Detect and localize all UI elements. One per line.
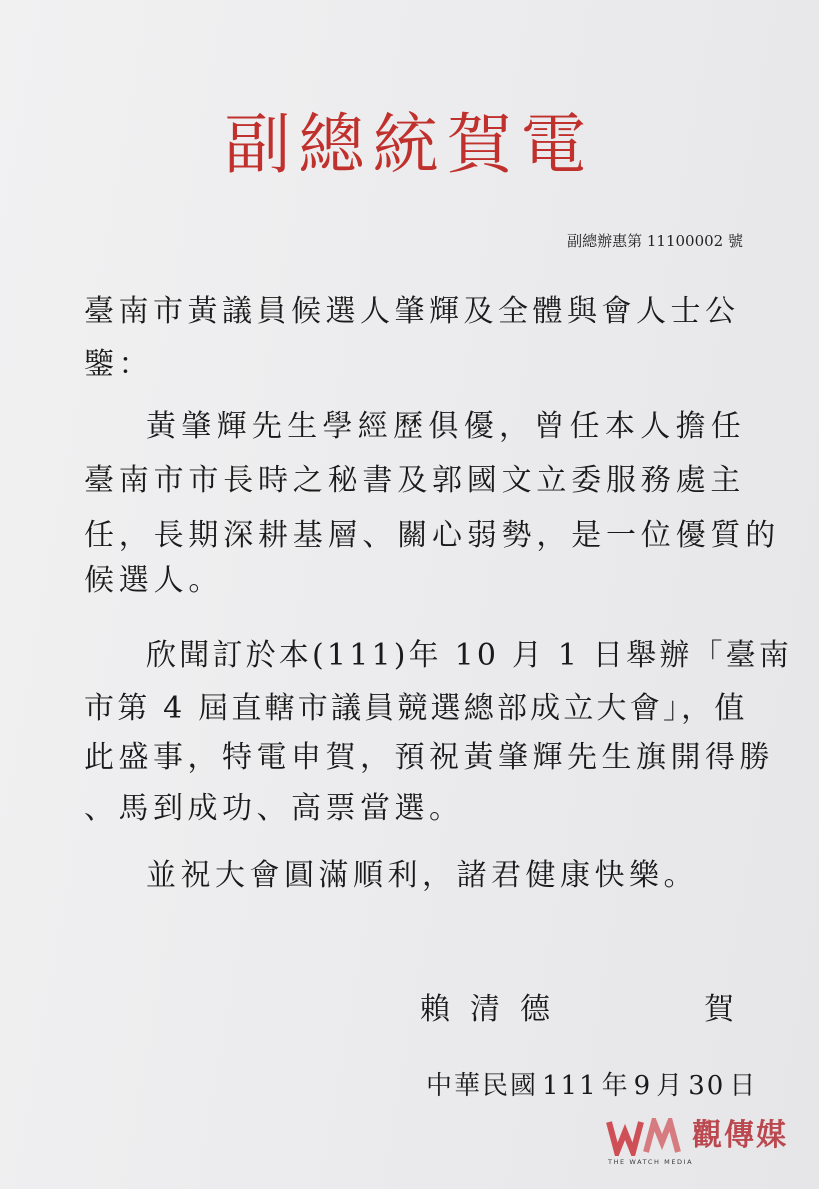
signer-name: 賴清德 — [420, 992, 570, 1027]
paragraph-1-line-3: 任，長期深耕基層、關心弱勢，是一位優質的 — [84, 518, 780, 553]
paragraph-3: 並祝大會圓滿順利，諸君健康快樂。 — [146, 858, 698, 893]
document-date — [424, 1066, 759, 1106]
date-day: 30 — [688, 1071, 726, 1101]
date-year: 111 — [542, 1071, 598, 1101]
document-title: 副總統賀電 — [224, 106, 595, 183]
paragraph-1-line-4: 候選人。 — [84, 563, 224, 598]
watermark-subtitle: THE WATCH MEDIA — [608, 1158, 694, 1166]
watermark-name: 觀傳媒 — [692, 1118, 788, 1153]
paragraph-1-line-1: 黃肇輝先生學經歷俱優，曾任本人擔任 — [146, 409, 747, 444]
paragraph-2-line-2: 市第 4 屆直轄市議員競選總部成立大會」，值 — [84, 691, 748, 726]
date-month-unit: 月 — [656, 1071, 685, 1101]
media-watermark — [606, 1114, 806, 1174]
salutation-line-1: 臺南市黃議員候選人肇輝及全體與會人士公 — [84, 294, 740, 329]
paragraph-1-line-2: 臺南市市長時之秘書及郭國文立委服務處主 — [84, 463, 746, 498]
salutation-line-2: 鑒： — [84, 347, 153, 382]
paragraph-2-line-1: 欣聞訂於本(111)年 10 月 1 日舉辦「臺南 — [146, 638, 793, 673]
paragraph-2-line-4: 、馬到成功、高票當選。 — [84, 791, 464, 826]
wm-logo-icon — [606, 1118, 686, 1156]
paragraph-2-line-3: 此盛事，特電申賀，預祝黃肇輝先生旗開得勝 — [84, 740, 774, 775]
date-day-unit: 日 — [729, 1071, 758, 1101]
congrats-mark: 賀 — [704, 992, 734, 1027]
date-month: 9 — [633, 1071, 653, 1101]
document-number: 副總辦惠第 11100002 號 — [567, 232, 743, 250]
date-year-unit: 年 — [601, 1071, 630, 1101]
date-prefix: 中華民國 — [426, 1071, 539, 1101]
